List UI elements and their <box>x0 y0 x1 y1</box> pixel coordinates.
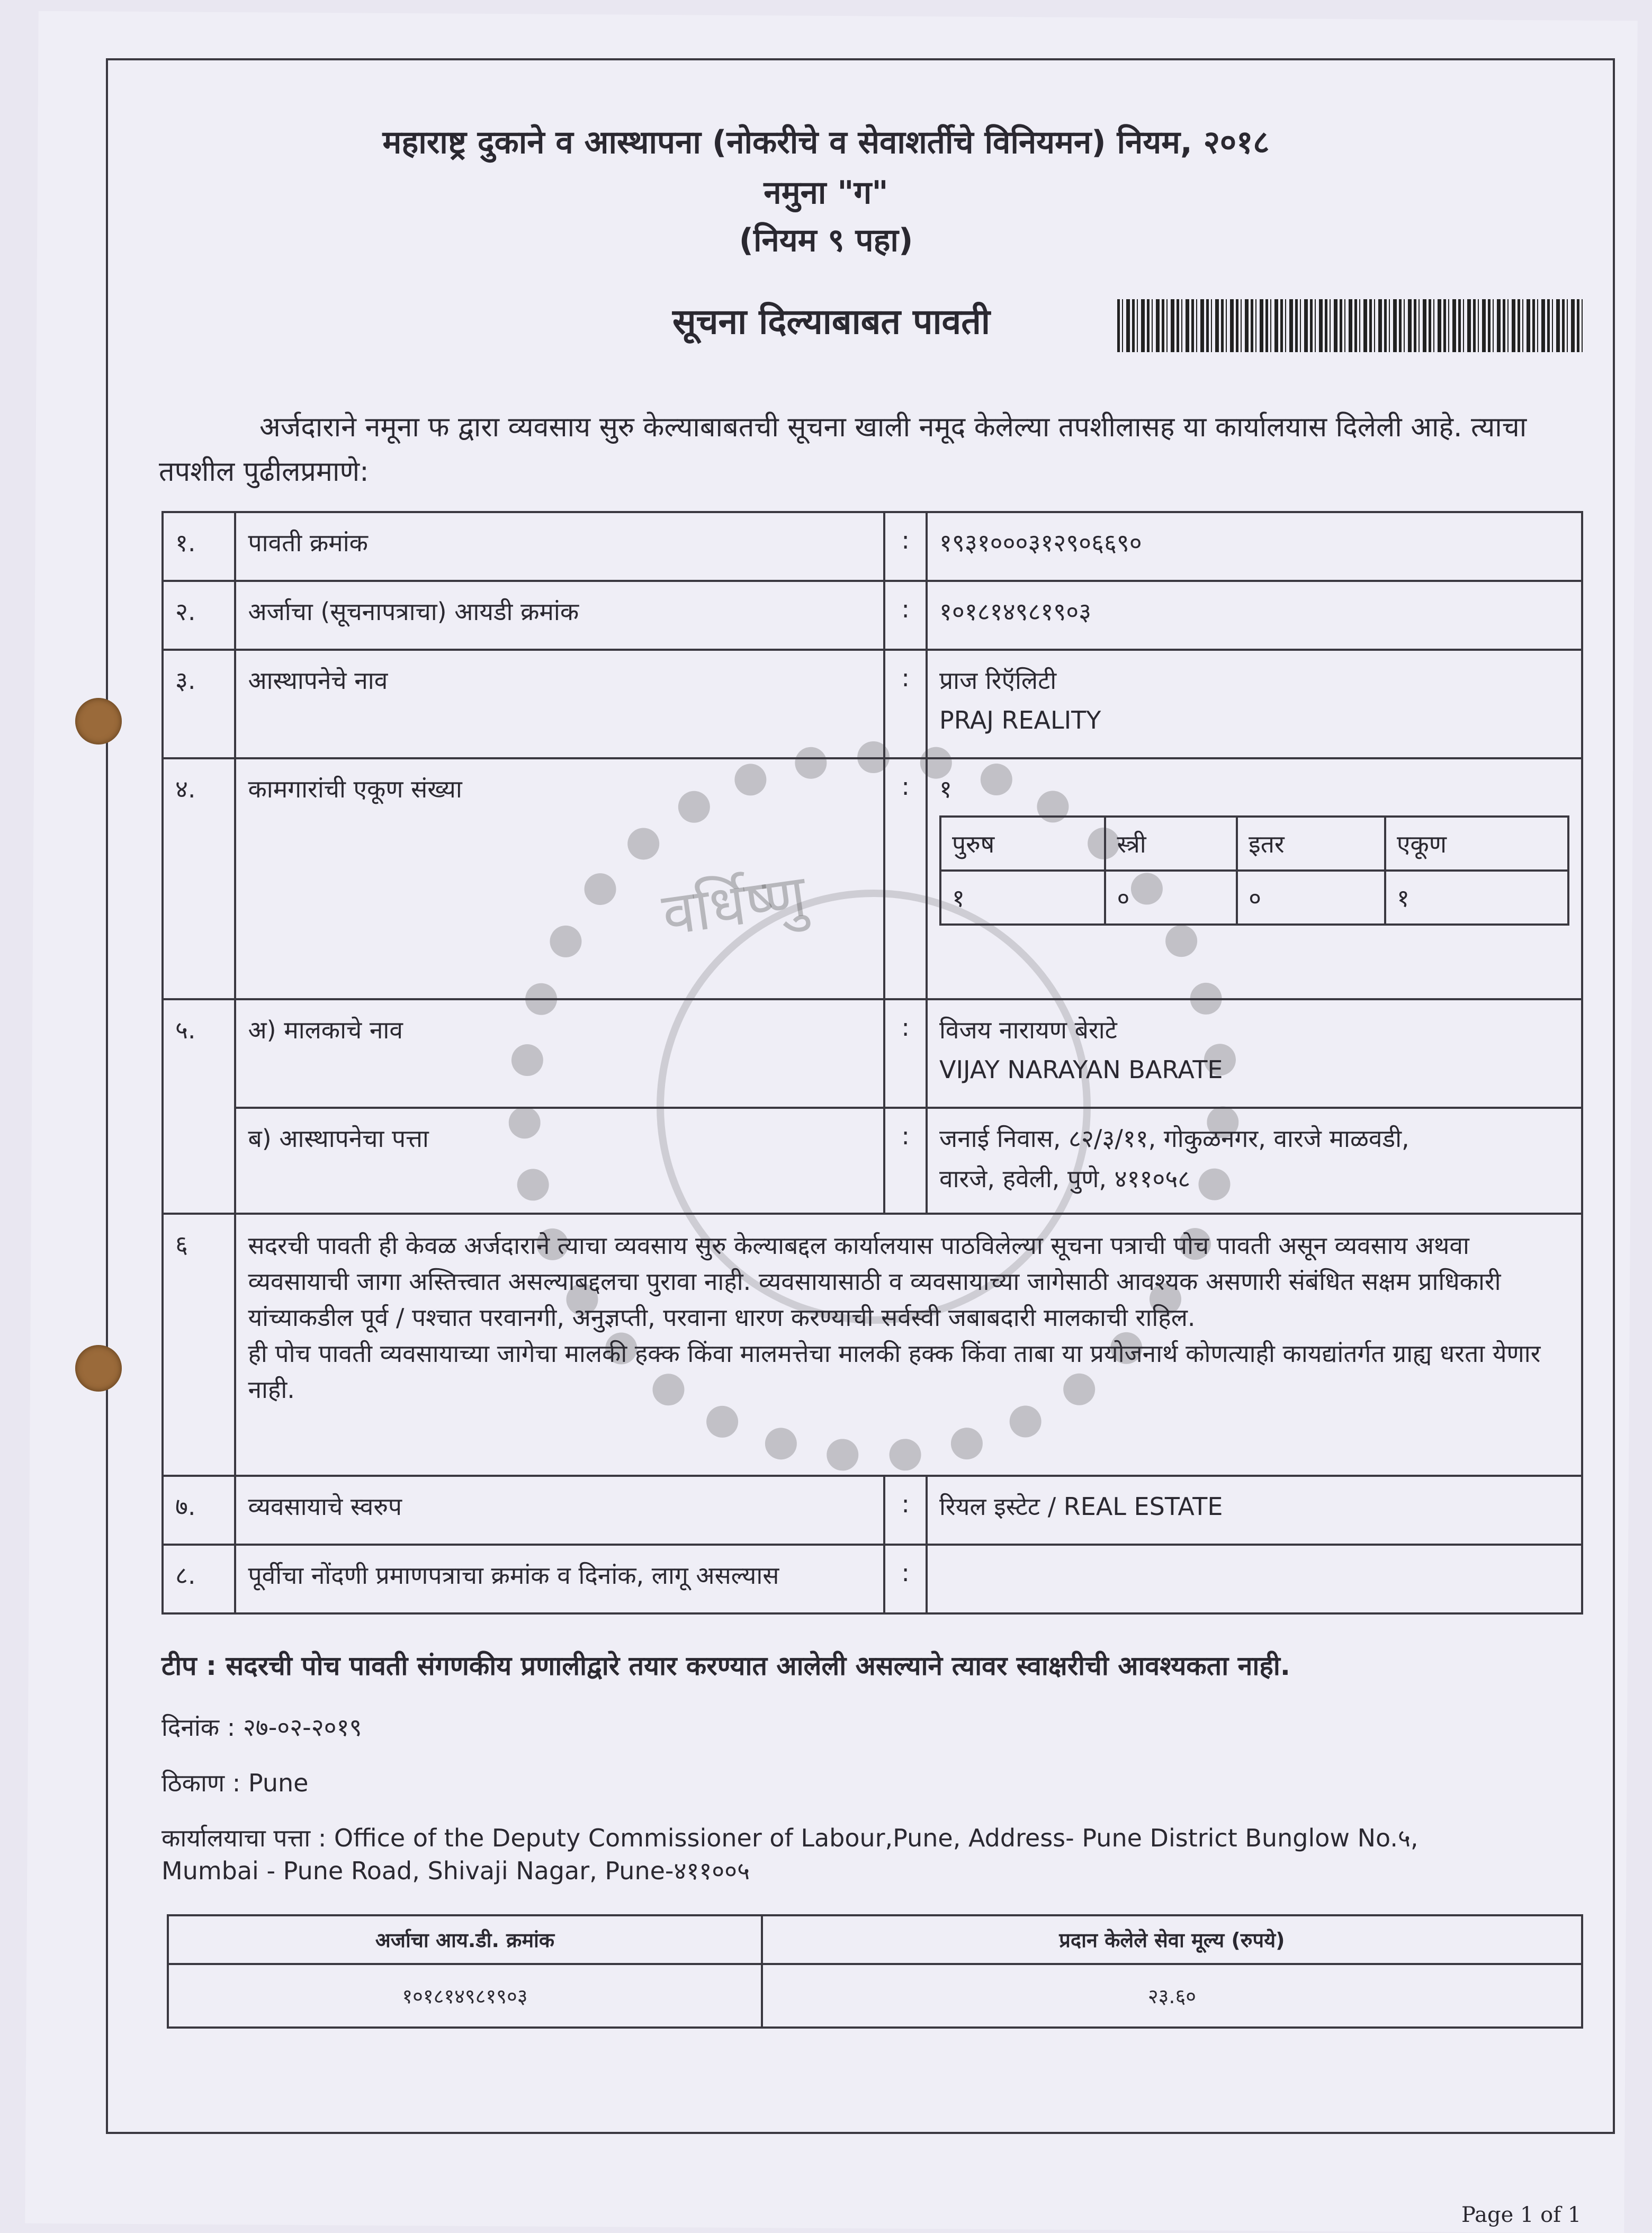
issue-place: ठिकाण : Pune <box>161 1769 309 1797</box>
punch-hole-top <box>75 698 122 745</box>
details-table <box>161 511 1583 1615</box>
header-total: एकूण <box>1385 817 1568 871</box>
disclaimer-text-1: सदरची पावती ही केवळ अर्जदाराने त्याचा व्यवसाय सुरु केल्याबद्दल कार्यालयास पाठविलेल्या सूचना पत्राची पोच पावती असून व्यवसाय अथवा व्यवसायाची जागा अस्तित्त्वात असल्याबद्दलचा पुरावा नाही. व्यवसायासाठी व व्यवसायाच्या जागेसाठी आवश्यक असणारी संबंधित सक्षम प्राधिकारी यांच्याकडील पूर्व / पश्चात परवानगी, अनुज्ञप्ती, परवाना धारण करण्याची सर्वस्वी जबाबदारी मालकाची राहिल. <box>248 1231 1501 1332</box>
page-number: Page 1 of 1 <box>1461 2203 1582 2227</box>
table-row <box>163 1476 1582 1545</box>
row-number: २. <box>163 581 235 650</box>
table-row <box>940 871 1568 925</box>
row-number: ८. <box>163 1545 235 1613</box>
establishment-address <box>927 1108 1582 1214</box>
disclaimer-text-2: ही पोच पावती व्यवसायाच्या जागेचा मालकी हक्क किंवा मालमत्तेचा मालकी हक्क किंवा ताबा या प्रयोजनार्थ कोणत्याही कायद्यांतर्गत ग्राह्य धरता येणार नाही. <box>248 1339 1541 1404</box>
row-label: आस्थापनेचे नाव <box>235 650 884 758</box>
worker-breakdown-table <box>939 815 1569 926</box>
intro-paragraph: अर्जदाराने नमूना फ द्वारा व्यवसाय सुरु केल्याबाबतची सूचना खाली नमूद केलेल्या तपशीलासह या कार्यालयास दिलेली आहे. त्याचा तपशील पुढीलप्रमाणे: <box>159 411 1527 488</box>
table-row <box>163 758 1582 999</box>
row-number: ३. <box>163 650 235 758</box>
act-title: महाराष्ट्र दुकाने व आस्थापना (नोकरीचे व सेवाशर्तीचे विनियमन) नियम, २०१८ <box>382 124 1270 161</box>
table-row <box>163 1214 1582 1476</box>
worker-count-cell <box>927 758 1582 999</box>
table-row <box>163 581 1582 650</box>
header-female: स्त्री <box>1105 817 1237 871</box>
form-name: नमुना "ग" <box>764 174 888 211</box>
worker-total: १ <box>939 775 952 803</box>
row-label: अर्जाचा (सूचनापत्राचा) आयडी क्रमांक <box>235 581 884 650</box>
row-colon: : <box>884 1108 927 1214</box>
owner-name-marathi: विजय नारायण बेराटे <box>939 1016 1117 1044</box>
owner-name-english: VIJAY NARAYAN BARATE <box>939 1055 1223 1084</box>
table-row <box>163 650 1582 758</box>
address-line-2: वारजे, हवेली, पुणे, ४११०५८ <box>939 1164 1191 1193</box>
application-id: १०१८१४९८१९०३ <box>927 581 1582 650</box>
row-colon: : <box>884 650 927 758</box>
disclaimer-cell <box>235 1214 1582 1476</box>
table-row <box>163 512 1582 581</box>
table-row <box>168 1964 1582 2028</box>
fee-table <box>167 1914 1583 2029</box>
row-colon: : <box>884 999 927 1108</box>
row-label: पूर्वीचा नोंदणी प्रमाणपत्राचा क्रमांक व दिनांक, लागू असल्यास <box>235 1545 884 1613</box>
row-label: कामगारांची एकूण संख्या <box>235 758 884 999</box>
issue-date: दिनांक : २७-०२-२०१९ <box>161 1713 362 1742</box>
row-colon: : <box>884 1476 927 1545</box>
fee-application-id: १०१८१४९८१९०३ <box>168 1964 762 2028</box>
address-line-1: जनाई निवास, ८२/३/११, गोकुळनगर, वारजे माळवडी, <box>939 1124 1409 1153</box>
row-label: ब) आस्थापनेचा पत्ता <box>235 1108 884 1214</box>
document-title: सूचना दिल्याबाबत पावती <box>672 301 990 342</box>
header-other: इतर <box>1237 817 1385 871</box>
row-colon: : <box>884 512 927 581</box>
table-row <box>163 1108 1582 1214</box>
fee-amount: २३.६० <box>762 1964 1582 2028</box>
count-female: ० <box>1105 871 1237 925</box>
row-number: ७. <box>163 1476 235 1545</box>
header-male: पुरुष <box>940 817 1105 871</box>
row-number: १. <box>163 512 235 581</box>
owner-name <box>927 999 1582 1108</box>
table-row <box>168 1915 1582 1964</box>
rule-reference: (नियम ९ पहा) <box>739 222 913 259</box>
header-application-id: अर्जाचा आय.डी. क्रमांक <box>168 1915 762 1964</box>
count-total: १ <box>1385 871 1568 925</box>
receipt-number: १९३१०००३१२९०६६९० <box>927 512 1582 581</box>
office-address: कार्यालयाचा पत्ता : Office of the Deputy Commissioner of Labour,Pune, Address- Pune District Bunglow No.५, Mumbai - Pune Road, Shivaji Nagar, Pune-४११००५ <box>161 1824 1418 1885</box>
count-other: ० <box>1237 871 1385 925</box>
row-colon: : <box>884 581 927 650</box>
establishment-name-marathi: प्राज रिऍलिटी <box>939 666 1057 695</box>
row-number: ५. <box>163 999 235 1214</box>
header-service-fee: प्रदान केलेले सेवा मूल्य (रुपये) <box>762 1915 1582 1964</box>
row-label: व्यवसायाचे स्वरुप <box>235 1476 884 1545</box>
establishment-name-english: PRAJ REALITY <box>939 706 1101 734</box>
seal-text: वर्धिष्णु <box>658 861 811 949</box>
row-number: ४. <box>163 758 235 999</box>
count-male: १ <box>940 871 1105 925</box>
establishment-name <box>927 650 1582 758</box>
previous-registration <box>927 1545 1582 1613</box>
row-label: पावती क्रमांक <box>235 512 884 581</box>
business-nature: रियल इस्टेट / REAL ESTATE <box>927 1476 1582 1545</box>
punch-hole-bottom <box>75 1345 122 1392</box>
table-row <box>940 817 1568 871</box>
row-number: ६ <box>163 1214 235 1476</box>
note-text: टीप : सदरची पोच पावती संगणकीय प्रणालीद्वारे तयार करण्यात आलेली असल्याने त्यावर स्वाक्षरीची आवश्यकता नाही. <box>161 1651 1290 1681</box>
row-colon: : <box>884 758 927 999</box>
row-colon: : <box>884 1545 927 1613</box>
barcode <box>1117 299 1583 352</box>
table-row <box>163 999 1582 1108</box>
table-row <box>163 1545 1582 1613</box>
row-label: अ) मालकाचे नाव <box>235 999 884 1108</box>
